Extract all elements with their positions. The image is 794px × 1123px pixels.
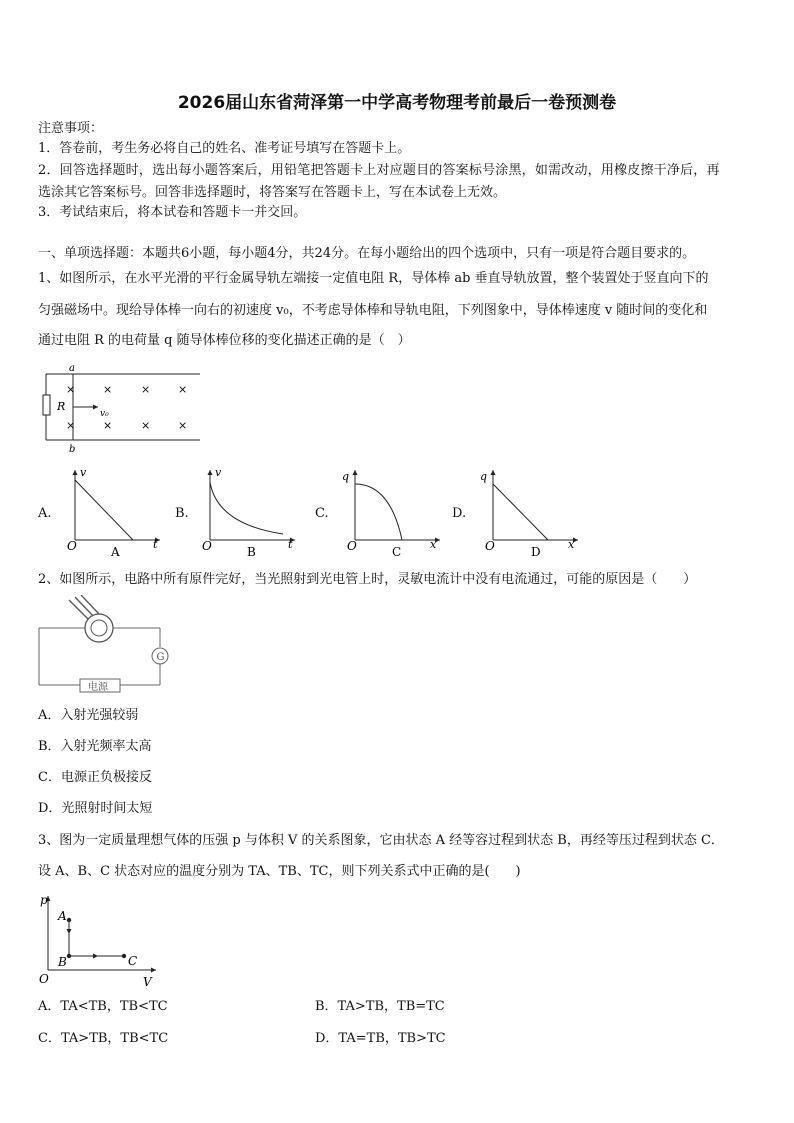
q3-stem-line: 3、图为一定质量理想气体的压强 p 与体积 V 的关系图象，它由状态 A 经等容过程到状态 B，再经等压过程到状态 C． <box>38 833 724 848</box>
origin-label: O <box>347 539 357 553</box>
state-B: B <box>58 955 67 969</box>
section-heading: 一、单项选择题：本题共6小题，每小题4分，共24分。在每小题给出的四个选项中，只有一项是符合题目要求的。 <box>38 246 696 261</box>
q3-stem-line: 设 A、B、C 状态对应的温度分别为 TA、TB、TC，则下列关系式中正确的是( ) <box>38 864 521 879</box>
option-letter: C. <box>315 506 329 521</box>
q1-rail-figure <box>40 362 210 458</box>
axis-label: t <box>288 538 293 551</box>
graph-caption: C <box>392 545 402 559</box>
origin-label: O <box>39 972 49 986</box>
q2-circuit-figure <box>36 595 176 695</box>
rod-end-b: b <box>69 444 76 455</box>
q2-option: C．电源正负极接反 <box>38 770 152 785</box>
field-cross: × <box>66 383 76 396</box>
note-line: 2．回答选择题时，选出每小题答案后，用铅笔把答题卡上对应题目的答案标号涂黑，如需改动，用橡皮擦干净后，再 <box>38 163 720 178</box>
note-line: 3．考试结束后，将本试卷和答题卡一并交回。 <box>38 205 307 220</box>
q3-option: B．TA>TB，TB=TC <box>315 999 445 1014</box>
galvanometer-label: G <box>156 652 165 663</box>
q3-pv-graph <box>36 890 166 990</box>
q2-option: B．入射光频率太高 <box>38 739 152 754</box>
axis-label: q <box>480 470 488 483</box>
graph-caption: A <box>111 545 120 559</box>
axis-label: x <box>430 538 437 551</box>
q3-option: C．TA>TB，TB<TC <box>38 1031 169 1046</box>
axis-label: v <box>80 466 87 479</box>
state-A: A <box>58 909 67 923</box>
field-cross: × <box>103 419 113 432</box>
q1-graph-d <box>478 462 588 560</box>
option-letter: A. <box>38 506 52 521</box>
q1-graph-b <box>195 462 305 560</box>
field-cross: × <box>66 419 76 432</box>
axis-p: p <box>40 893 48 907</box>
q1-stem-line: 通过电阻 R 的电荷量 q 随导体棒位移的变化描述正确的是（ ） <box>38 333 411 348</box>
axis-label: q <box>342 470 350 483</box>
q1-stem-line: 匀强磁场中。现给导体棒一向右的初速度 v₀，不考虑导体棒和导轨电阻，下列图象中，导体棒速度 v 随时间的变化和 <box>38 303 708 318</box>
origin-label: O <box>202 539 212 553</box>
field-cross: × <box>103 383 113 396</box>
q2-stem: 2、如图所示，电路中所有原件完好，当光照射到光电管上时，灵敏电流计中没有电流通过，可能的原因是（ ） <box>38 572 697 587</box>
field-cross: × <box>141 419 151 432</box>
axis-label: x <box>568 538 575 551</box>
q2-option: D．光照射时间太短 <box>38 801 153 816</box>
resistor-label: R <box>57 400 66 413</box>
power-source-label: 电源 <box>88 682 108 693</box>
q3-option: D．TA=TB，TB>TC <box>315 1031 446 1046</box>
field-cross: × <box>178 383 188 396</box>
q1-stem-line: 1、如图所示，在水平光滑的平行金属导轨左端接一定值电阻 R，导体棒 ab 垂直导轨放置，整个装置处于竖直向下的 <box>38 271 709 286</box>
rod-end-a: a <box>69 363 75 374</box>
field-cross: × <box>178 419 188 432</box>
origin-label: O <box>485 539 495 553</box>
option-letter: B. <box>175 506 189 521</box>
velocity-label: v₀ <box>100 409 109 419</box>
axis-V: V <box>143 975 152 989</box>
field-cross: × <box>141 383 151 396</box>
graph-caption: B <box>247 545 256 559</box>
q3-option: A．TA<TB，TB<TC <box>38 999 168 1014</box>
state-C: C <box>128 954 138 968</box>
page-title: 2026届山东省菏泽第一中学高考物理考前最后一卷预测卷 <box>177 93 617 113</box>
option-letter: D. <box>452 506 467 521</box>
axis-label: v <box>215 466 222 479</box>
origin-label: O <box>67 539 77 553</box>
q1-graph-a <box>60 462 170 560</box>
note-line: 选涂其它答案标号。回答非选择题时，将答案写在答题卡上，写在本试卷上无效。 <box>38 185 507 200</box>
note-line: 1．答卷前，考生务必将自己的姓名、准考证号填写在答题卡上。 <box>38 141 411 156</box>
axis-label: t <box>153 538 158 551</box>
q1-graph-c <box>340 462 450 560</box>
q2-option: A．入射光强较弱 <box>38 708 139 723</box>
graph-caption: D <box>531 545 541 559</box>
notes-heading: 注意事项： <box>38 121 104 136</box>
